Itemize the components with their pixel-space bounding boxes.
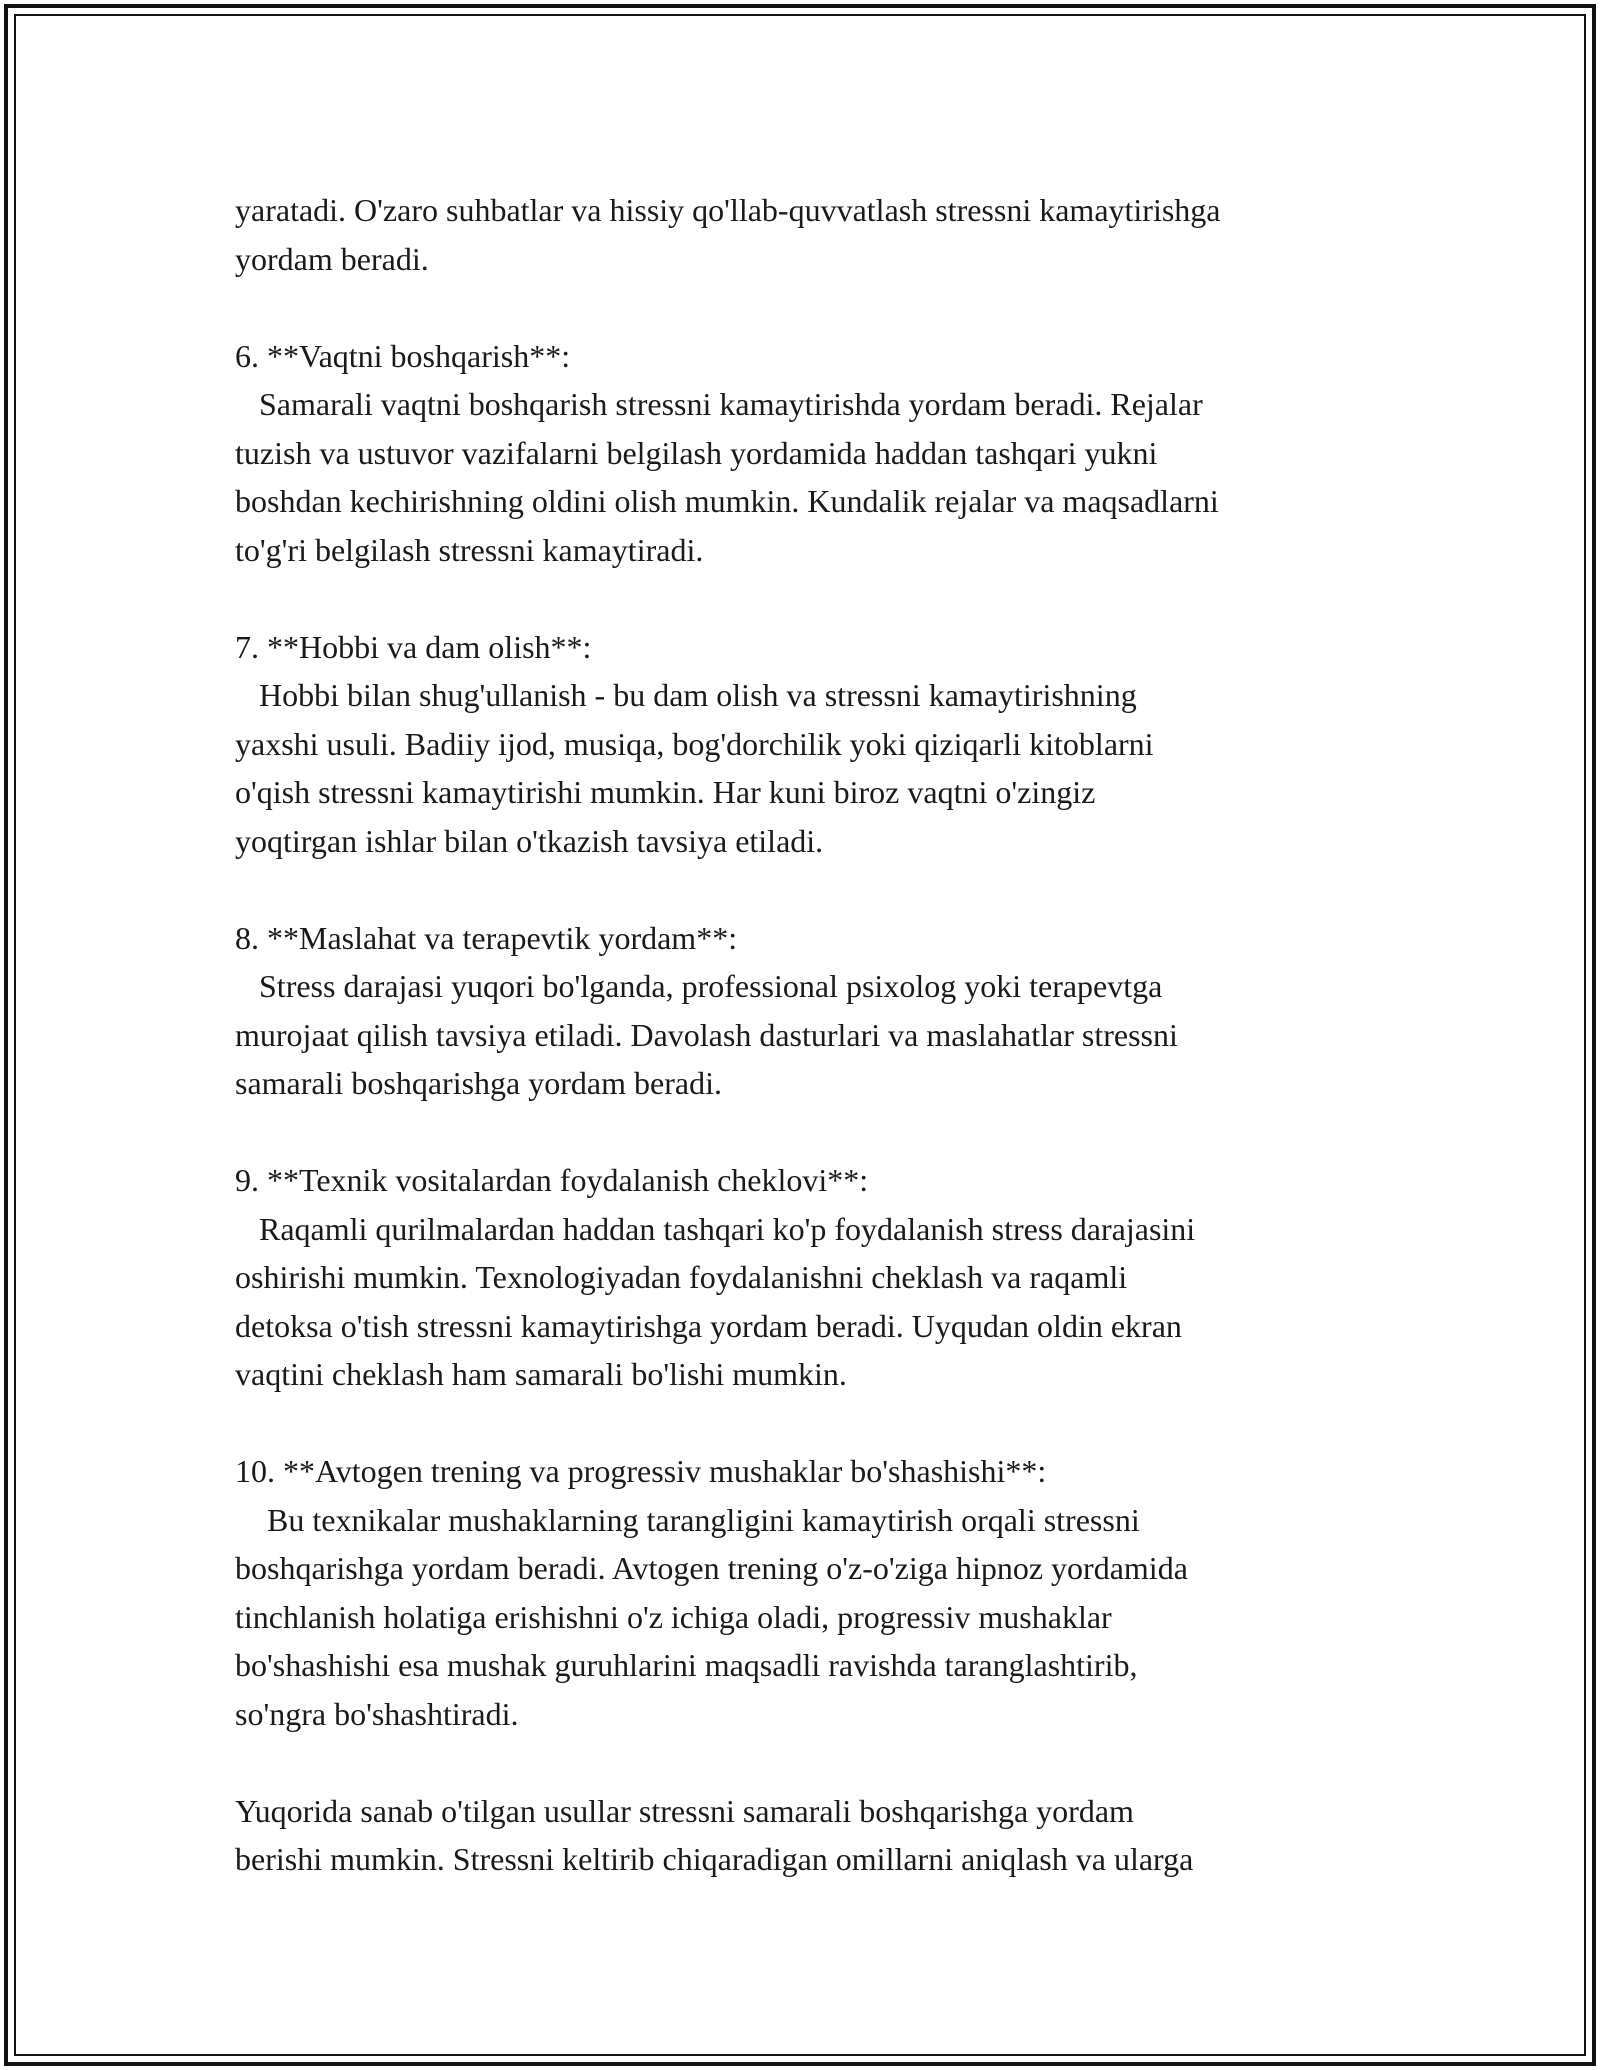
text-line: bo'shashishi esa mushak guruhlarini maqsadli ravishda taranglashtirib, — [235, 1647, 1138, 1683]
paragraph-gap — [235, 574, 1395, 623]
text-line: Bu texnikalar mushaklarning tarangligini kamaytirish orqali stressni — [235, 1501, 1140, 1538]
paragraph-gap — [235, 283, 1395, 332]
text-line: Yuqorida sanab o'tilgan usullar stressni samarali boshqarishga yordam — [235, 1792, 1134, 1829]
text-line: Hobbi bilan shug'ullanish - bu dam olish va stressni kamaytirishning — [235, 677, 1137, 713]
paragraph-gap — [235, 1399, 1395, 1448]
item-heading: 10. **Avtogen trening va progressiv mushaklar bo'shashishi**: — [235, 1453, 1047, 1489]
list-item-10 — [235, 1447, 1395, 1738]
text-line: to'g'ri belgilash stressni kamaytiradi. — [235, 531, 704, 568]
text-line: detoksa o'tish stressni kamaytirishga yordam beradi. Uyqudan oldin ekran — [235, 1307, 1182, 1344]
document-body — [235, 186, 1395, 1884]
text-line: berishi mumkin. Stressni keltirib chiqaradigan omillarni aniqlash va ularga — [235, 1841, 1194, 1877]
paragraph-continuation — [235, 186, 1395, 283]
text-line: oshirishi mumkin. Texnologiyadan foydalanishni cheklash va raqamli — [235, 1259, 1128, 1295]
text-line: tuzish va ustuvor vazifalarni belgilash yordamida haddan tashqari yukni — [235, 434, 1158, 471]
text-line: yaratadi. O'zaro suhbatlar va hissiy qo'llab-quvvatlash stressni kamaytirishga — [235, 192, 1221, 228]
paragraph-gap — [235, 1108, 1395, 1157]
text-line: so'ngra bo'shashtiradi. — [235, 1695, 519, 1732]
paragraph-gap — [235, 1738, 1395, 1787]
item-heading: 6. **Vaqtni boshqarish**: — [235, 337, 571, 374]
text-line: vaqtini cheklash ham samarali bo'lishi mumkin. — [235, 1356, 847, 1392]
text-line: Samarali vaqtni boshqarish stressni kamaytirishda yordam beradi. Rejalar — [235, 386, 1203, 422]
item-heading: 7. **Hobbi va dam olish**: — [235, 628, 592, 665]
text-line: murojaat qilish tavsiya etiladi. Davolash dasturlari va maslahatlar stressni — [235, 1016, 1178, 1053]
text-line: o'qish stressni kamaytirishi mumkin. Har kuni biroz vaqtni o'zingiz — [235, 774, 1096, 810]
item-heading: 8. **Maslahat va terapevtik yordam**: — [235, 919, 738, 956]
list-item-9 — [235, 1156, 1395, 1399]
list-item-6 — [235, 332, 1395, 575]
text-line: yordam beradi. — [235, 240, 429, 277]
text-line: Raqamli qurilmalardan haddan tashqari ko'p foydalanish stress darajasini — [235, 1210, 1196, 1247]
closing-paragraph — [235, 1787, 1395, 1884]
list-item-7 — [235, 623, 1395, 866]
text-line: boshdan kechirishning oldini olish mumkin. Kundalik rejalar va maqsadlarni — [235, 483, 1219, 519]
text-line: yaxshi usuli. Badiiy ijod, musiqa, bog'dorchilik yoki qiziqarli kitoblarni — [235, 725, 1154, 762]
paragraph-gap — [235, 865, 1395, 914]
text-line: samarali boshqarishga yordam beradi. — [235, 1065, 722, 1101]
text-line: yoqtirgan ishlar bilan o'tkazish tavsiya etiladi. — [235, 822, 824, 859]
list-item-8 — [235, 914, 1395, 1108]
item-heading: 9. **Texnik vositalardan foydalanish cheklovi**: — [235, 1162, 869, 1198]
text-line: boshqarishga yordam beradi. Avtogen trening o'z-o'ziga hipnoz yordamida — [235, 1550, 1188, 1586]
text-line: tinchlanish holatiga erishishni o'z ichiga oladi, progressiv mushaklar — [235, 1598, 1112, 1635]
text-line: Stress darajasi yuqori bo'lganda, professional psixolog yoki terapevtga — [235, 968, 1163, 1004]
